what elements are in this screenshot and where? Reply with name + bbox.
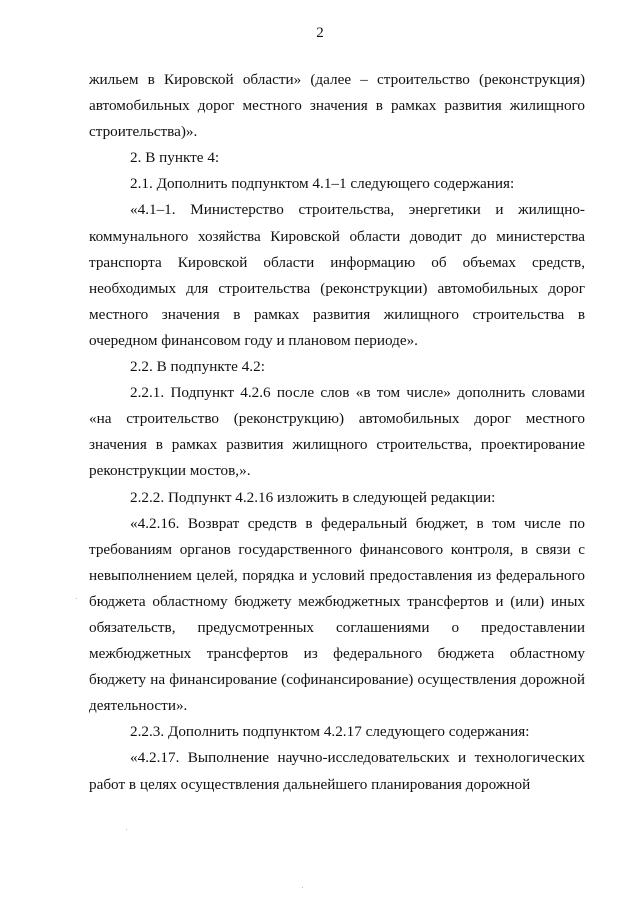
paragraph-item-2-2-2: 2.2.2. Подпункт 4.2.16 изложить в следующей редакции: (130, 488, 496, 506)
paragraph-item-2-2: 2.2. В подпункте 4.2: (130, 358, 265, 376)
paragraph-quote-4-1-1: «4.1–1. Министерство строительства, энергетики и жилищно-коммунального хозяйства Кировской области доводит до министерства транспорта Кировской области информацию об объемах средств, необходимых для строительства (реконструкции) автомобильных дорог местного значения в рамках развития жилищного строительства в очередном финансовом году и плановом периоде». (89, 201, 585, 349)
paragraph-quote-4-2-16: «4.2.16. Возврат средств в федеральный бюджет, в том числе по требованиям органов государственного финансового контроля, в связи с невыполнением целей, порядка и условий предоставления из федерального бюджета областному бюджету межбюджетных трансфертов и (или) иных обязательств, предусмотренных соглашениями о предоставлении межбюджетных трансфертов из федерального бюджета областному бюджету на финансирование (софинансирование) осуществления дорожной деятельности». (89, 514, 585, 715)
paragraph-continuation: жильем в Кировской области» (далее – строительство (реконструкция) автомобильных дорог местного значения в рамках развития жилищного строительства)». (89, 71, 585, 141)
paragraph-item-2: 2. В пункте 4: (130, 149, 220, 167)
paragraph-item-2-2-3: 2.2.3. Дополнить подпунктом 4.2.17 следующего содержания: (130, 723, 530, 741)
paragraph-item-2-1: 2.1. Дополнить подпунктом 4.1–1 следующего содержания: (130, 175, 515, 193)
scan-speck (76, 598, 77, 599)
paragraph-quote-4-2-17: «4.2.17. Выполнение научно-исследовательских и технологических работ в целях осуществления дальнейшего планирования дорожной (89, 749, 585, 793)
page-number: 2 (316, 25, 324, 41)
scan-speck (302, 887, 303, 888)
scan-speck (126, 829, 127, 830)
paragraph-item-2-2-1: 2.2.1. Подпункт 4.2.6 после слов «в том числе» дополнить словами «на строительство (реконструкцию) автомобильных дорог местного значения в рамках развития жилищного строительства, проектирование реконструкции мостов,». (89, 384, 585, 480)
document-body (89, 67, 585, 798)
